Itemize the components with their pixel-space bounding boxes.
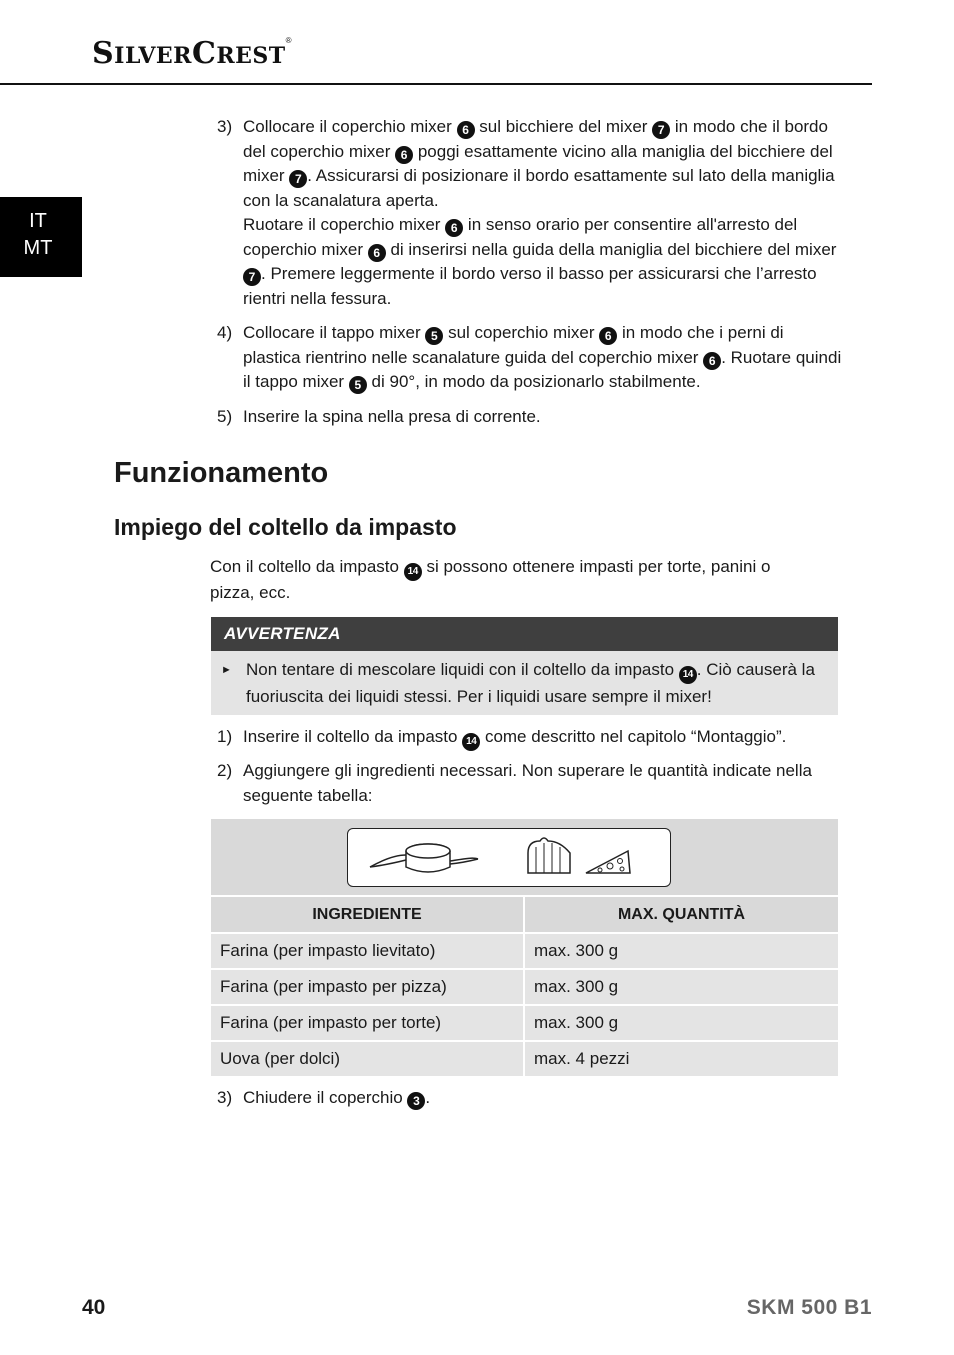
warning-title: AVVERTENZA — [211, 617, 838, 651]
callout-marker: 6 — [457, 121, 475, 139]
table-illustration-row — [211, 819, 838, 897]
bullet-arrow-icon: ► — [221, 664, 232, 676]
header-divider — [0, 83, 872, 85]
step-paragraph: Inserire il coltello da impasto 14 come descritto nel capitolo “Montaggio”. — [243, 725, 842, 751]
step-paragraph: Ruotare il coperchio mixer 6 in senso orario per consentire all'arresto del coperchio mixer 6 di inserirsi nella guida della maniglia del bicchiere del mixer 7 . Premere leggermente il bordo verso il basso per assicurarsi che l’arresto rientri nella fessura. — [243, 215, 837, 308]
table-cell: max. 300 g — [524, 1005, 838, 1041]
callout-marker: 7 — [243, 268, 261, 286]
warning-box — [211, 617, 838, 715]
step-paragraph: Collocare il coperchio mixer 6 sul bicchiere del mixer 7 in modo che il bordo del coperchio mixer 6 poggi esattamente vicino alla maniglia del bicchiere del mixer 7 . Assicurarsi di posizionare il bordo esattamente sul lato della maniglia con la scanalatura aperta. — [243, 117, 835, 210]
dough-knife-illustration — [348, 829, 670, 886]
intro-paragraph: Con il coltello da impasto 14 si possono ottenere impasti per torte, panini o pizza, ecc. — [210, 557, 771, 602]
step-5-assembly — [217, 405, 842, 430]
subsection-title: Impiego del coltello da impasto — [114, 514, 457, 540]
step-number: 5) — [217, 407, 233, 426]
column-header: MAX. QUANTITÀ — [524, 897, 838, 933]
callout-marker: 6 — [368, 244, 386, 262]
step-paragraph: Chiudere il coperchio 3 . — [243, 1088, 431, 1108]
table-cell: Farina (per impasto lievitato) — [211, 933, 524, 969]
step-number: 1) — [217, 727, 233, 746]
column-header: INGREDIENTE — [211, 897, 524, 933]
callout-marker: 7 — [289, 170, 307, 188]
callout-marker: 14 — [404, 563, 422, 581]
step-paragraph: Aggiungere gli ingredienti necessari. Non superare le quantità indicate nella seguente tabella: — [243, 761, 812, 805]
quantities-table — [211, 897, 838, 1078]
table-cell: max. 300 g — [524, 969, 838, 1005]
model-number: SKM 500 B1 — [746, 1296, 872, 1319]
language-tab: IT MT — [0, 197, 82, 277]
callout-marker: 6 — [445, 219, 463, 237]
brand-logo: SILVERCREST® — [92, 36, 293, 71]
callout-marker: 6 — [395, 146, 413, 164]
step-4-assembly — [217, 321, 842, 395]
step-number: 3) — [217, 1088, 233, 1107]
callout-marker: 5 — [425, 327, 443, 345]
table-cell: max. 4 pezzi — [524, 1041, 838, 1077]
table-cell: Uova (per dolci) — [211, 1041, 524, 1077]
table-row — [211, 1041, 838, 1077]
table-cell: Farina (per impasto per pizza) — [211, 969, 524, 1005]
step-3-usage — [217, 1086, 842, 1111]
table-cell: Farina (per impasto per torte) — [211, 1005, 524, 1041]
ingredients-table — [211, 819, 838, 1078]
callout-marker: 3 — [407, 1092, 425, 1110]
table-row — [211, 969, 838, 1005]
step-number: 3) — [217, 117, 233, 136]
callout-marker: 14 — [462, 733, 480, 751]
table-header-row — [211, 897, 838, 933]
callout-marker: 5 — [349, 376, 367, 394]
table-row — [211, 933, 838, 969]
table-row — [211, 1005, 838, 1041]
step-3-assembly — [217, 115, 842, 311]
callout-marker: 6 — [599, 327, 617, 345]
page-number: 40 — [82, 1296, 106, 1319]
step-paragraph: Collocare il tappo mixer 5 sul coperchio mixer 6 in modo che i perni di plastica rientrino nelle scanalature guida del coperchio mixer 6 . Ruotare quindi il tappo mixer 5 di 90°, in modo da posizionarlo stabilmente. — [243, 323, 842, 392]
section-title: Funzionamento — [114, 457, 329, 489]
step-number: 4) — [217, 323, 233, 342]
table-cell: max. 300 g — [524, 933, 838, 969]
illustration-frame — [347, 828, 671, 887]
callout-marker: 6 — [703, 352, 721, 370]
step-number: 2) — [217, 761, 233, 780]
step-paragraph: Inserire la spina nella presa di corrente. — [243, 407, 541, 426]
callout-marker: 7 — [652, 121, 670, 139]
step-1-usage — [217, 725, 842, 751]
step-2-usage — [217, 759, 842, 808]
warning-text: ► Non tentare di mescolare liquidi con il coltello da impasto 14 . Ciò causerà la fuoriuscita dei liquidi stessi. Per i liquidi usare sempre il mixer! — [211, 651, 838, 710]
callout-marker: 14 — [679, 666, 697, 684]
